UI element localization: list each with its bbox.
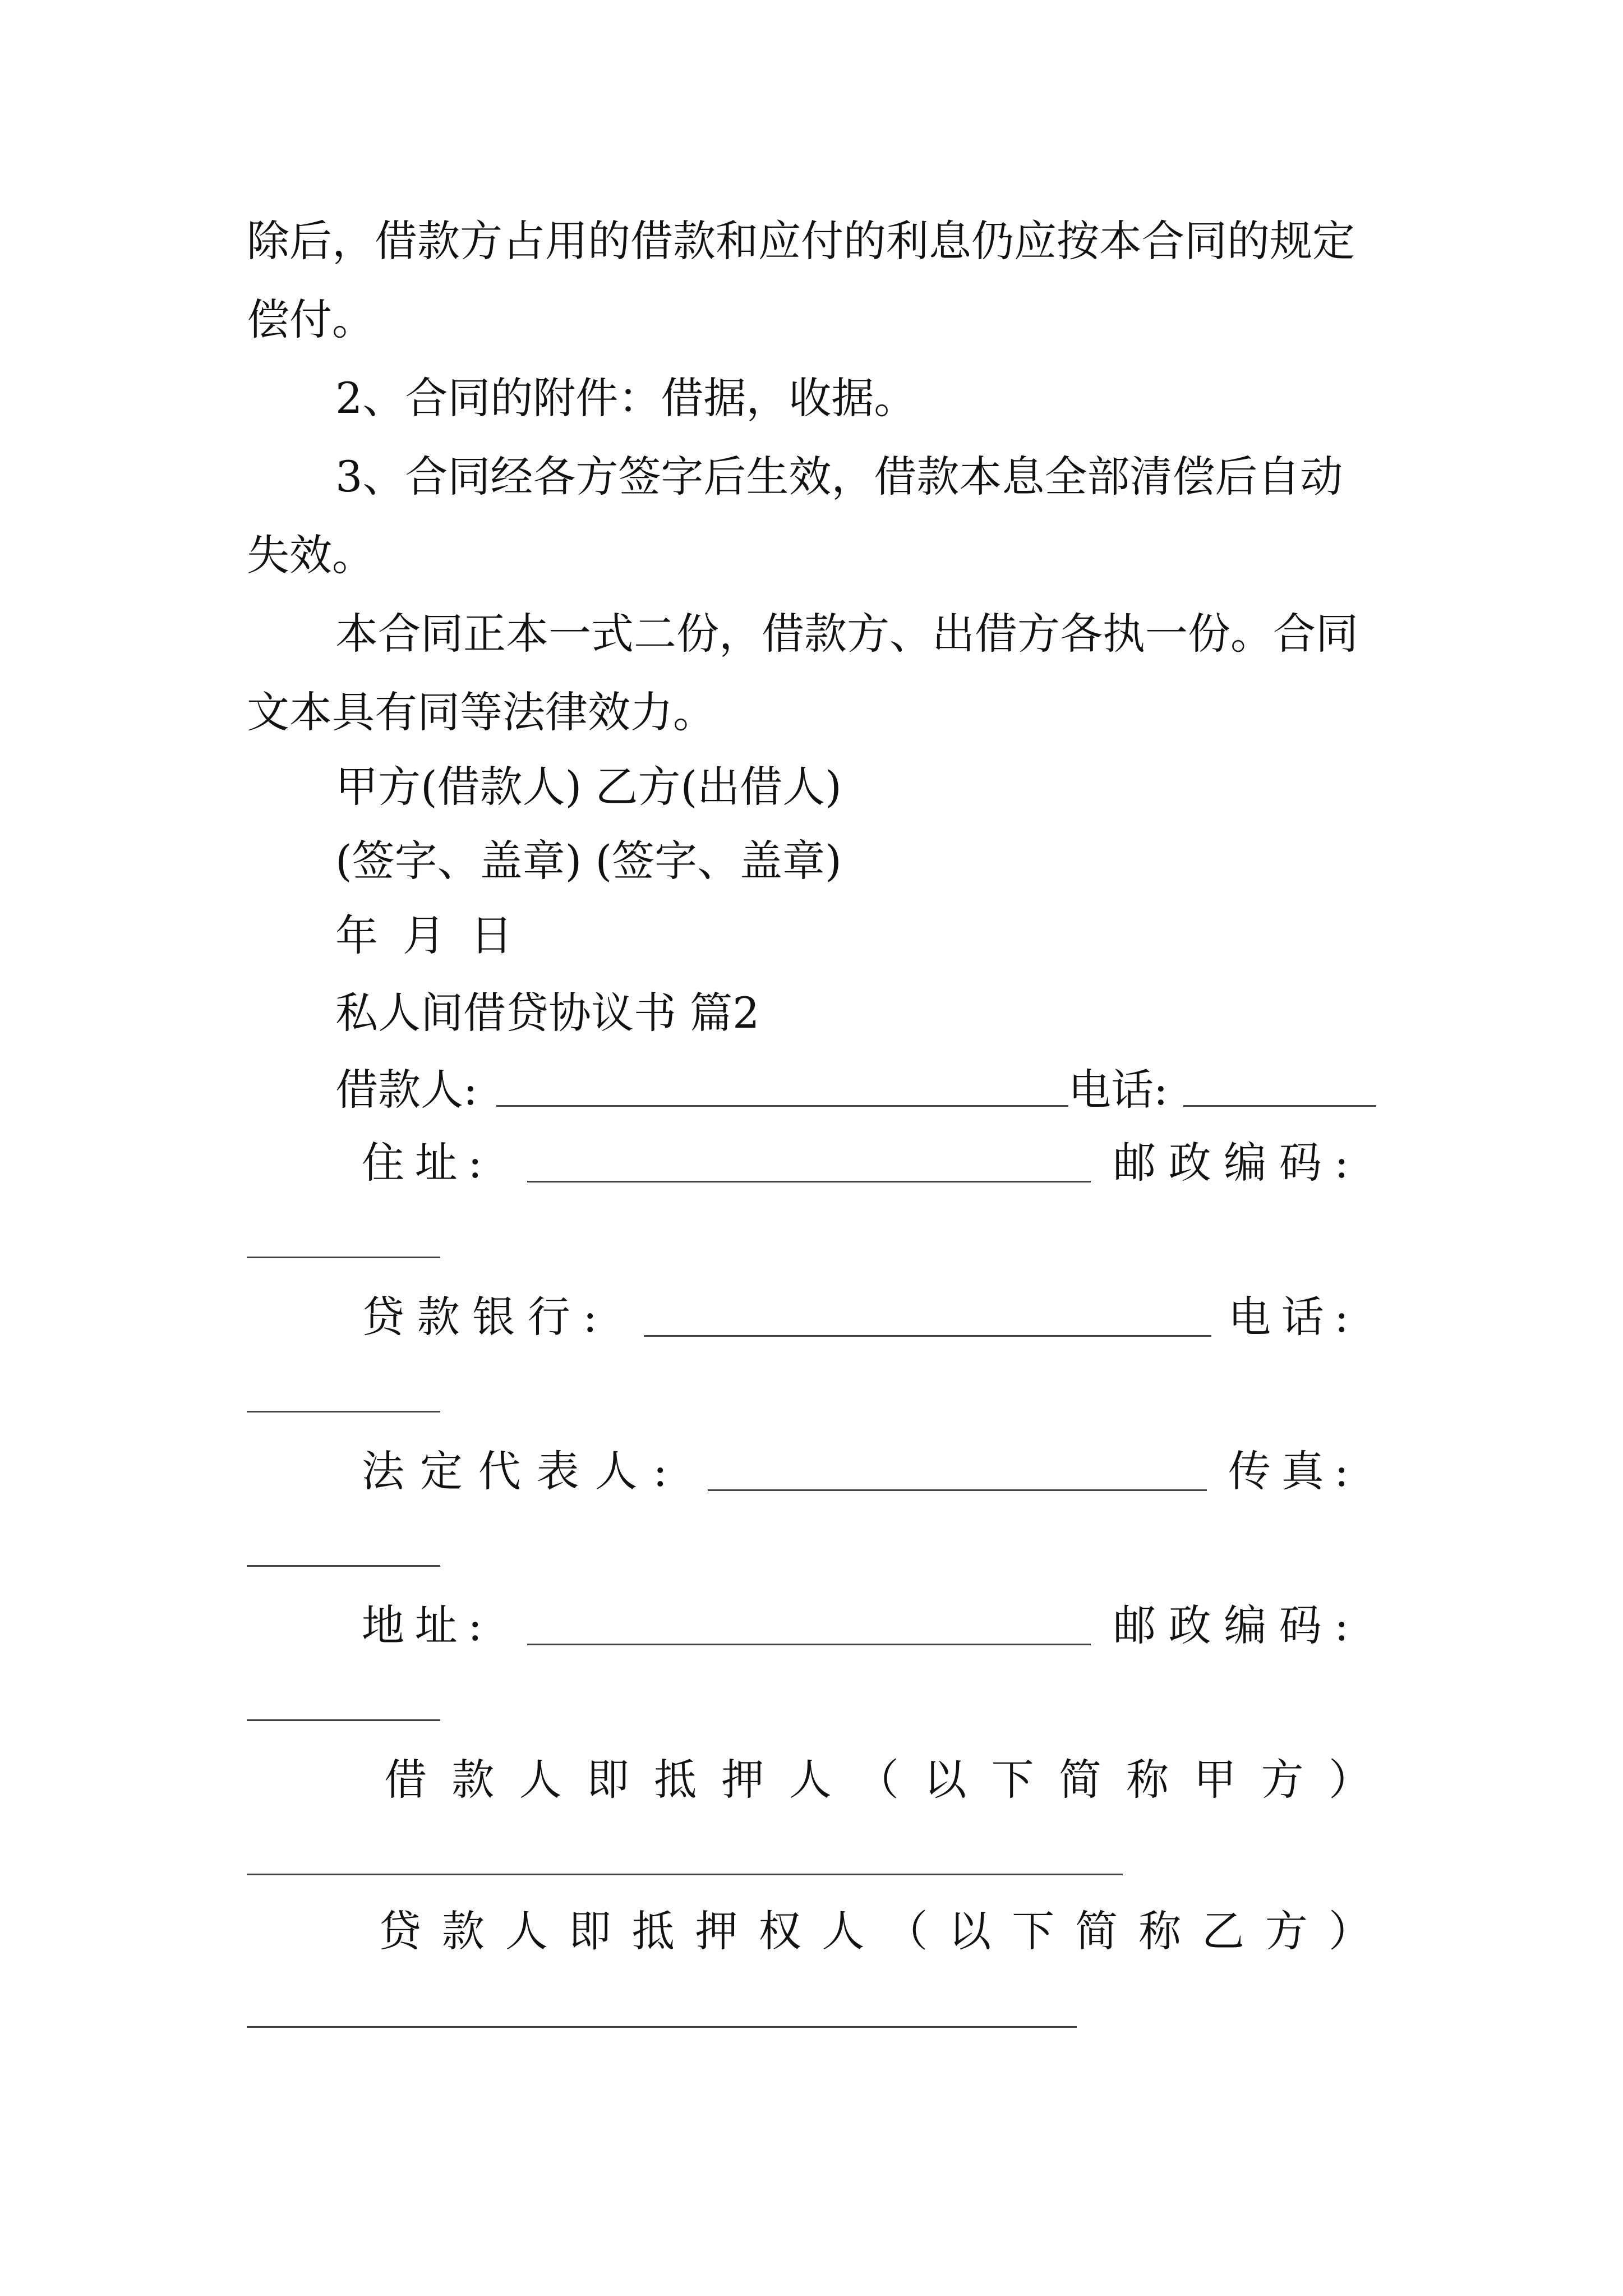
- party-b-blank[interactable]: [247, 2026, 1077, 2028]
- signature-line: (签字、盖章) (签字、盖章): [335, 836, 842, 886]
- paragraph-line: 2、合同的附件：借据，收据。: [335, 373, 917, 423]
- address-label: 住 址 :: [362, 1138, 482, 1188]
- paragraph-line: 文本具有同等法律效力。: [247, 687, 716, 737]
- address-blank[interactable]: [527, 1181, 1091, 1182]
- bank-phone-label: 电 话 :: [1228, 1292, 1349, 1342]
- paragraph-line: 本合同正本一式二份，借款方、出借方各执一份。合同: [335, 609, 1358, 659]
- fax-blank[interactable]: [247, 1565, 440, 1567]
- parties-line: 甲方(借款人) 乙方(出借人): [335, 762, 842, 812]
- paragraph-line: 偿付。: [247, 295, 375, 344]
- legal-rep-label: 法 定 代 表 人 :: [362, 1446, 667, 1496]
- postcode-blank[interactable]: [247, 1257, 440, 1258]
- legal-rep-blank[interactable]: [708, 1489, 1207, 1491]
- paragraph-line: 失效。: [247, 530, 375, 580]
- bank-blank[interactable]: [644, 1335, 1211, 1337]
- party-a-label: 借 款 人 即 抵 押 人 （ 以 下 简 称 甲 方 ）: [384, 1755, 1371, 1805]
- address2-blank[interactable]: [527, 1644, 1091, 1645]
- postcode2-label: 邮 政 编 码 :: [1113, 1600, 1349, 1650]
- borrower-label: 借款人:: [335, 1065, 478, 1115]
- paragraph-line: 3、合同经各方签字后生效，借款本息全部清偿后自动: [335, 452, 1343, 501]
- paragraph-line: 除后，借款方占用的借款和应付的利息仍应按本合同的规定: [247, 216, 1355, 266]
- fax-label: 传 真 :: [1228, 1446, 1349, 1496]
- bank-label: 贷 款 银 行 :: [362, 1292, 597, 1342]
- bank-phone-blank[interactable]: [247, 1411, 440, 1412]
- phone-label: 电话:: [1068, 1065, 1168, 1115]
- postcode-label: 邮 政 编 码 :: [1113, 1138, 1349, 1188]
- party-a-blank[interactable]: [247, 1874, 1123, 1875]
- date-line: 年 月 日: [335, 910, 513, 960]
- address2-label: 地 址 :: [362, 1600, 482, 1650]
- postcode2-blank[interactable]: [247, 1719, 440, 1721]
- party-b-label: 贷 款 人 即 抵 押 权 人 （ 以 下 简 称 乙 方 ）: [379, 1906, 1371, 1956]
- section-heading: 私人间借贷协议书 篇2: [335, 988, 760, 1038]
- phone-blank[interactable]: [1183, 1105, 1376, 1107]
- borrower-blank[interactable]: [496, 1105, 1068, 1107]
